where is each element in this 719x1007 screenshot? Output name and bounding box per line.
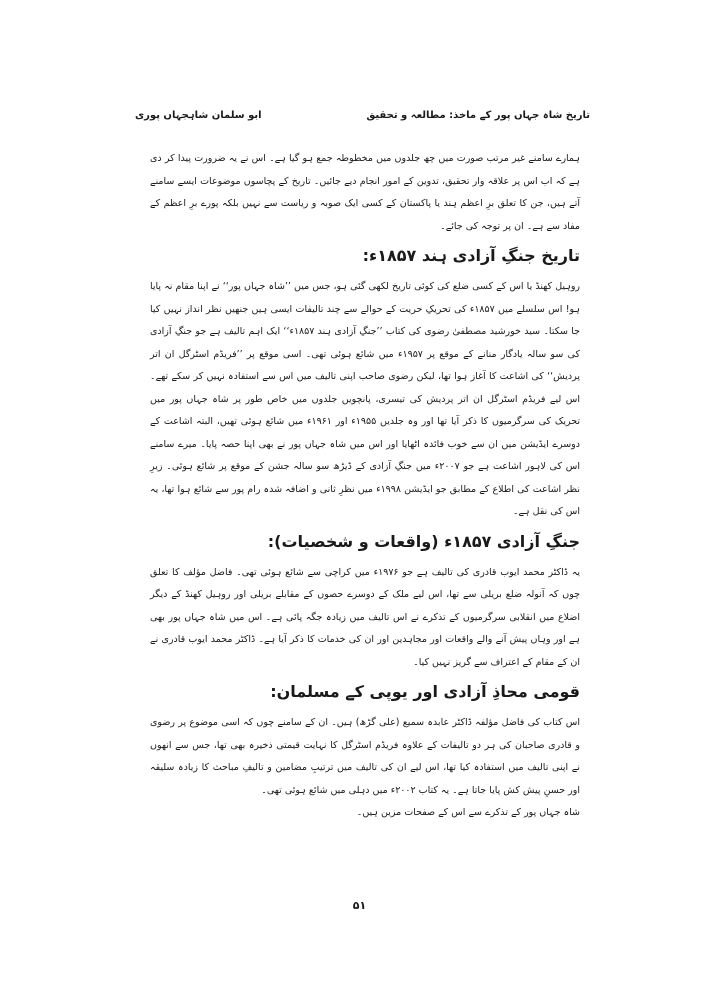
page-number: ۵۱	[352, 899, 367, 912]
paragraph-qaumi-mahaz: اس کتاب کی فاضل مؤلفہ ڈاکٹر عابدہ سمیع (علی گڑھ) ہیں۔ ان کے سامنے چوں کہ اسی موضوع پر رضوی و قادری صاحبان کی ہر دو تالیفات کے علاوہ فریڈم اسٹرگل کا نہایت قیمتی ذخیرہ بھی تھا، جس سے انھوں نے اپنی تالیف میں استفادہ کیا تھا، اس لیے ان کی تالیف میں ترتیبِ مضامین و تالیفِ مباحث کا زیادہ سلیقہ اور حسنِ پیش کش پایا جاتا ہے۔ یہ کتاب ۲۰۰۲ء میں دہلی میں شائع ہوئی تھی۔	[150, 717, 580, 796]
page-body	[150, 148, 580, 825]
section-heading-tarikh-jang: تاریخ جنگِ آزادی ہند ۱۸۵۷ء:	[362, 246, 580, 265]
paragraph-waqiat: یہ ڈاکٹر محمد ایوب قادری کی تالیف ہے جو ۱۹۷۶ء میں کراچی سے شائع ہوئی تھی۔ فاضل مؤلف کا تعلق چوں کہ آنولہ ضلع بریلی سے تھا، اس لیے ملک کے دوسرے حصوں کے مقابلے بریلی اور روہیل کھنڈ کے دیگر اضلاع میں انقلابی سرگرمیوں کے تذکرے نے اس تالیف میں زیادہ جگہ پائی ہے۔ اس میں شاہ جہاں پور بھی ہے اور وہاں پیش آنے والے واقعات اور مجاہدین اور ان کی خدمات کا ذکر آیا ہے۔ ڈاکٹر محمد ایوب قادری نے ان کے مقام کے اعتراف سے گریز نہیں کیا۔	[150, 566, 580, 668]
paragraph-intro: ہمارے سامنے غیر مرتب صورت میں چھ جلدوں میں مخطوطہ جمع ہو گیا ہے۔ اس نے یہ ضرورت پیدا کر دی ہے کہ اب اس پر علاقہ وار تحقیق، تدوین کے امور انجام دیے جائیں۔ تاریخ کے پچاسوں موضوعات ایسے سامنے آتے ہیں، جن کا تعلق برِ اعظم ہند یا پاکستان کے کسی ایک صوبہ و ریاست سے نہیں بلکہ پورے برِ اعظم کے مفاد سے ہے۔ ان پر توجہ کی جائے۔	[150, 153, 580, 232]
running-header	[135, 110, 590, 128]
paragraph-tarikh-jang: روہیل کھنڈ یا اس کے کسی ضلع کی کوئی تاریخ لکھی گئی ہو، جس میں ’’شاہ جہاں پور‘‘ نے اپنا مقام نہ پایا ہو! اس سلسلے میں ۱۸۵۷ء کی تحریکِ حریت کے حوالے سے چند تالیفات ایسی ہیں جنھیں نظر انداز نہیں کیا جا سکتا۔ سید خورشید مصطفیٰ رضوی کی کتاب ’’جنگِ آزادی ہند ۱۸۵۷ء‘‘ ایک اہم تالیف ہے جو جنگِ آزادی کی سو سالہ یادگار منانے کے موقع پر ۱۹۵۷ء میں شائع ہوئی تھی۔ اسی موقع پر ’’فریڈم اسٹرگل ان اتر پردیش‘‘ کی اشاعت کا آغاز ہوا تھا، لیکن رضوی صاحب اپنی تالیف میں اس سے استفادہ نہیں کر سکے تھے۔ اس لیے فریڈم اسٹرگل ان اتر پردیش کی تیسری، پانچویں جلدوں میں خاص طور پر شاہ جہاں پور میں تحریک کی سرگرمیوں کا ذکر آیا تھا اور وہ جلدیں ۱۹۵۵ء اور ۱۹۶۱ء میں شائع ہوئی تھیں، البتہ اشاعت کے دوسرے ایڈیشن میں ان سے خوب فائدہ اٹھایا اور اس میں شاہ جہاں پور نے بھی اپنا حصہ پایا۔ میرے سامنے اس کی لاہور اشاعت ہے جو ۲۰۰۷ء میں جنگِ آزادی کے ڈیڑھ سو سالہ جشن کے موقع پر شائع ہوئی۔ زیرِ نظر اشاعت کی اطلاع کے مطابق جو ایڈیشن ۱۹۹۸ء میں نظرِ ثانی و اضافہ شدہ رام پور سے شائع ہوا تھا، یہ اس کی نقل ہے۔	[150, 281, 580, 517]
header-author: ابو سلمان شاہجہاں پوری	[135, 110, 262, 121]
section-heading-waqiat: جنگِ آزادی ۱۸۵۷ء (واقعات و شخصیات):	[267, 531, 580, 551]
header-book-title: تاریخ شاہ جہاں پور کے ماخذ: مطالعہ و تحقیق	[366, 110, 590, 121]
paragraph-closing: شاہ جہاں پور کے تذکرے سے اس کے صفحات مزین ہیں۔	[356, 807, 580, 818]
section-heading-qaumi-mahaz: قومی محاذِ آزادی اور یوپی کے مسلمان:	[270, 682, 580, 701]
